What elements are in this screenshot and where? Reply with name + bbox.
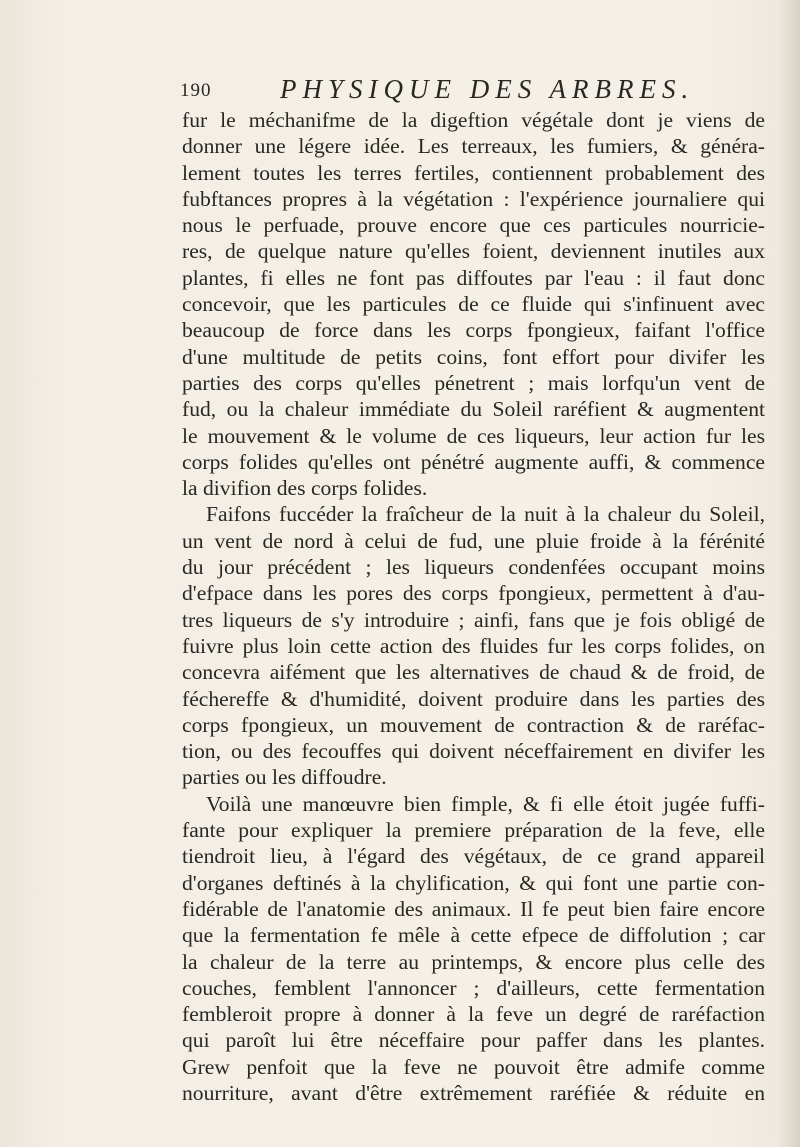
- text-line: fud, ou la chaleur immédiate du Soleil raréfient & augmentent: [182, 397, 765, 422]
- text-line: fur le méchanifme de la digeftion végétale dont je viens de: [182, 108, 765, 132]
- text-line: fembleroit propre à donner à la feve un degré de raréfaction: [182, 1002, 765, 1027]
- text-line: nourriture, avant d'être extrêmement raréfiée & réduite en: [182, 1080, 765, 1105]
- text-line: plantes, fi elles ne font pas diffoutes par l'eau : il faut donc: [182, 265, 765, 290]
- text-line: parties ou les diffoudre.: [182, 765, 387, 790]
- text-line: tion, ou des fecouffes qui doivent néceffairement en divifer les: [182, 739, 765, 764]
- body-text: [182, 107, 765, 1106]
- text-line: tres liqueurs de s'y introduire ; ainfi, fans que je fois obligé de: [182, 607, 765, 632]
- text-line: qui paroît lui être néceffaire pour paffer dans les plantes.: [182, 1028, 765, 1053]
- text-line: du jour précédent ; les liqueurs condenfées occupant moins: [182, 555, 765, 580]
- text-line: fubftances propres à la végétation : l'expérience journaliere qui: [182, 186, 765, 211]
- text-line: parties des corps qu'elles pénetrent ; mais lorfqu'un vent de: [182, 370, 765, 395]
- page-header: [180, 74, 780, 110]
- text-line: concevra aifément que les alternatives de chaud & de froid, de: [182, 660, 765, 685]
- page-number: 190: [180, 80, 212, 101]
- text-line: concevoir, que les particules de ce fluide qui s'infinuent avec: [182, 292, 765, 317]
- text-line: corps fpongieux, un mouvement de contraction & de raréfac-: [182, 712, 765, 737]
- text-line: fuivre plus loin cette action des fluides fur les corps folides, on: [182, 633, 765, 658]
- text-line: d'une multitude de petits coins, font effort pour divifer les: [182, 344, 765, 369]
- text-line: Faifons fuccéder la fraîcheur de la nuit à la chaleur du Soleil,: [206, 502, 765, 527]
- text-line: res, de quelque nature qu'elles foient, deviennent inutiles aux: [182, 239, 765, 264]
- text-line: corps folides qu'elles ont pénétré augmente auffi, & commence: [182, 449, 765, 474]
- text-line: beaucoup de force dans les corps fpongieux, faifant l'office: [182, 318, 765, 343]
- text-line: féchereffe & d'humidité, doivent produire dans les parties des: [182, 686, 765, 711]
- text-line: d'organes deftinés à la chylification, & qui font une partie con-: [182, 870, 765, 895]
- text-line: le mouvement & le volume de ces liqueurs, leur action fur les: [182, 423, 765, 448]
- text-line: donner une légere idée. Les terreaux, les fumiers, & généra-: [182, 134, 765, 159]
- text-line: d'efpace dans les pores des corps fpongieux, permettent à d'au-: [182, 581, 765, 606]
- text-line: Voilà une manœuvre bien fimple, & fi elle étoit jugée fuffi-: [206, 791, 765, 816]
- text-line: un vent de nord à celui de fud, une pluie froide à la férénité: [182, 528, 765, 553]
- page-gutter-shadow: [778, 0, 800, 1147]
- text-line: tiendroit lieu, à l'égard des végétaux, de ce grand appareil: [182, 844, 765, 869]
- text-line: lement toutes les terres fertiles, contiennent probablement des: [182, 160, 765, 185]
- text-line: que la fermentation fe mêle à cette efpece de diffolution ; car: [182, 923, 765, 948]
- text-line: couches, femblent l'annoncer ; d'ailleurs, cette fermentation: [182, 975, 765, 1000]
- text-line: fidérable de l'anatomie des animaux. Il fe peut bien faire encore: [182, 896, 765, 921]
- text-line: la chaleur de la terre au printemps, & encore plus celle des: [182, 949, 765, 974]
- text-line: Grew penfoit que la feve ne pouvoit être admife comme: [182, 1054, 765, 1079]
- text-line: fante pour expliquer la premiere préparation de la feve, elle: [182, 818, 765, 843]
- text-line: nous le perfuade, prouve encore que ces particules nourricie-: [182, 213, 765, 238]
- running-title: PHYSIQUE DES ARBRES.: [280, 74, 695, 104]
- text-line: la divifion des corps folides.: [182, 476, 428, 501]
